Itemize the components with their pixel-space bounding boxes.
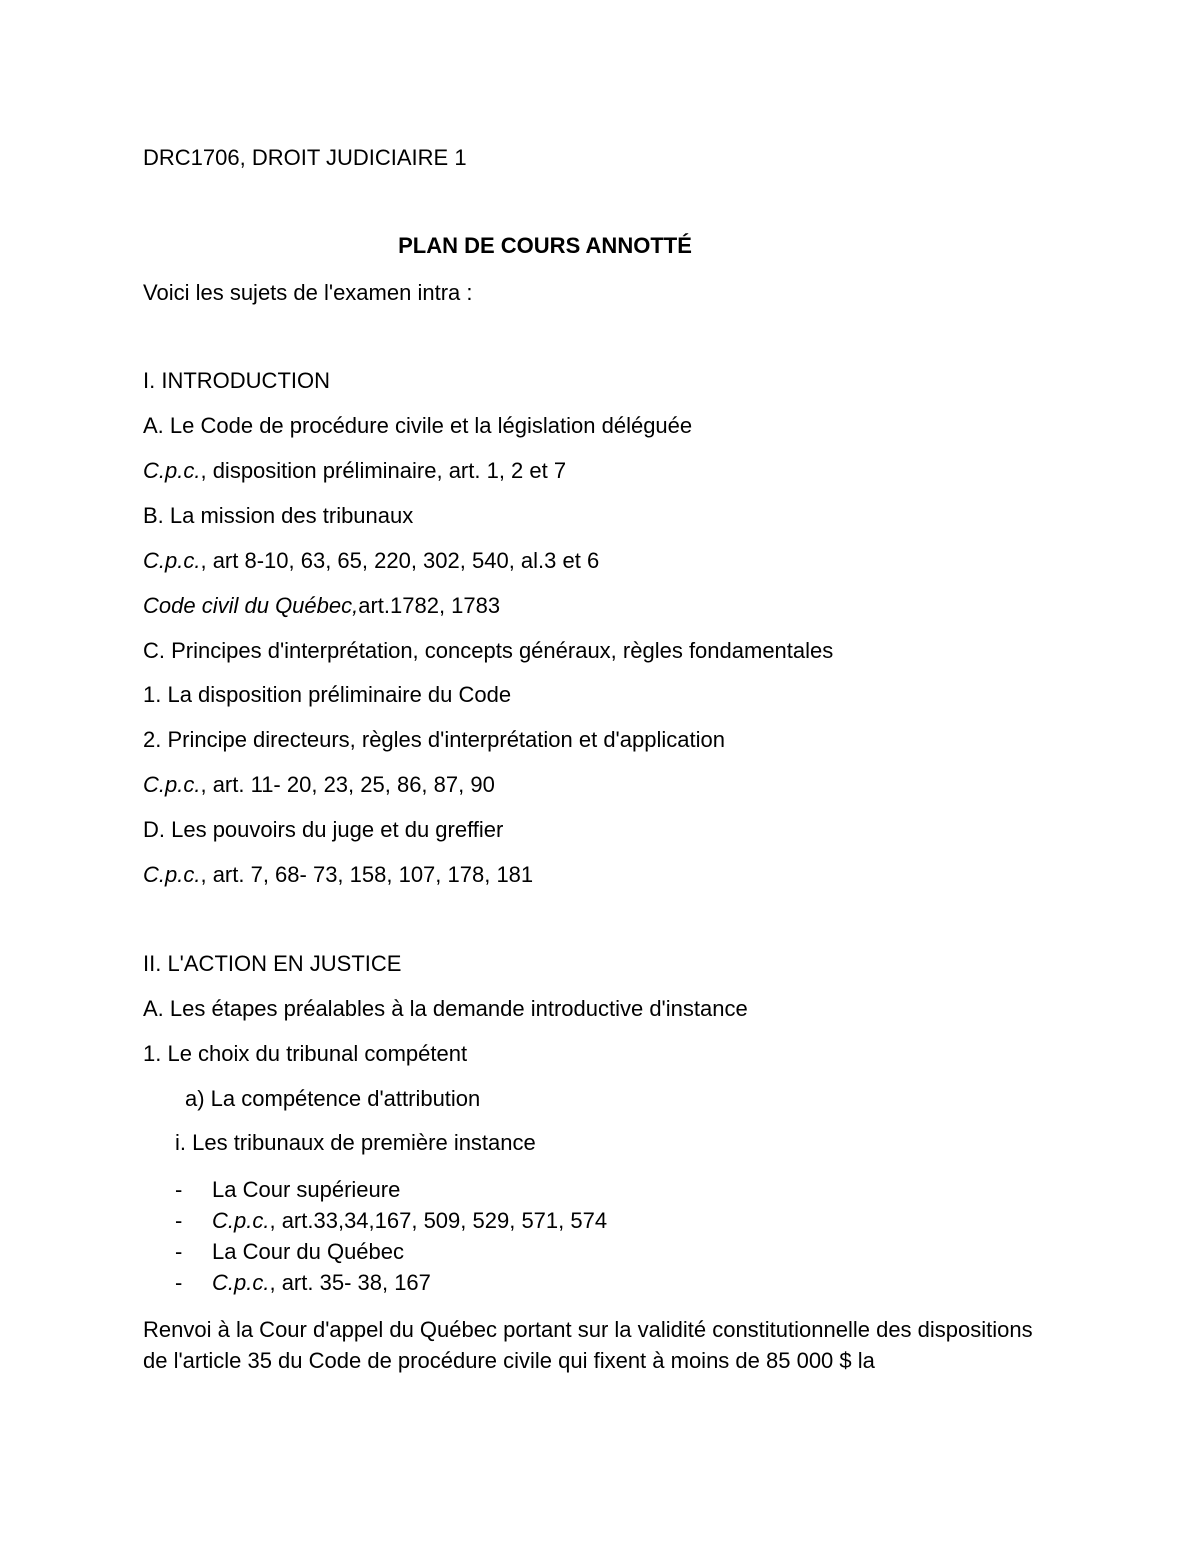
list-item-cour-du-quebec: La Cour du Québec [212,1239,405,1264]
list-item-cour-superieure: La Cour supérieure [212,1177,401,1202]
subsection-d-heading: D. Les pouvoirs du juge et du greffier [143,817,504,842]
subsection-c-item-2: 2. Principe directeurs, règles d'interprétation et d'application [143,727,725,752]
section-heading-action-en-justice: II. L'ACTION EN JUSTICE [143,951,402,976]
subsection-c-item-1: 1. La disposition préliminaire du Code [143,682,512,707]
section2-item-1: 1. Le choix du tribunal compétent [143,1041,468,1066]
list-dash: - [175,1239,183,1264]
section2-subsection-a-heading: A. Les étapes préalables à la demande introductive d'instance [143,996,748,1021]
reference-code-italic: C.p.c. [212,1208,270,1233]
reference-articles: , art 8-10, 63, 65, 220, 302, 540, al.3 et 6 [200,548,600,573]
subsection-c-heading: C. Principes d'interprétation, concepts généraux, règles fondamentales [143,638,834,663]
section-heading-introduction: I. INTRODUCTION [143,368,330,393]
subsection-a-heading: A. Le Code de procédure civile et la législation déléguée [143,413,693,438]
renvoi-paragraph: Renvoi à la Cour d'appel du Québec portant sur la validité constitutionnelle des dispositions de l'article 35 du Code de procédure civile qui fixent à moins de 85 000 $ la [143,1317,1033,1373]
reference-code-italic: C.p.c. [212,1270,270,1295]
reference-articles: , art. 7, 68- 73, 158, 107, 178, 181 [200,862,534,887]
intro-text: Voici les sujets de l'examen intra : [143,280,473,305]
subsection-b-heading: B. La mission des tribunaux [143,503,414,528]
reference-articles: , disposition préliminaire, art. 1, 2 et 7 [200,458,567,483]
list-dash: - [175,1208,183,1233]
reference-articles: , art.33,34,167, 509, 529, 571, 574 [269,1208,608,1233]
list-item-cour-du-quebec-reference [212,1270,431,1296]
section2-sub-a: a) La compétence d'attribution [185,1086,481,1111]
reference-articles: , art. 35- 38, 167 [269,1270,431,1295]
reference-code-italic: Code civil du Québec, [143,593,359,618]
subsection-c-reference [143,772,495,798]
subsection-b-reference [143,548,599,574]
reference-articles: , art. 11- 20, 23, 25, 86, 87, 90 [200,772,495,797]
list-dash: - [175,1270,183,1295]
section2-sub-i: i. Les tribunaux de première instance [175,1130,536,1155]
reference-code-italic: C.p.c. [143,548,201,573]
list-dash: - [175,1177,183,1202]
document-title: PLAN DE COURS ANNOTTÉ [398,233,692,258]
subsection-d-reference [143,862,533,888]
list-item-cour-superieure-reference [212,1208,607,1234]
reference-code-italic: C.p.c. [143,772,201,797]
subsection-a-reference [143,458,566,484]
reference-code-italic: C.p.c. [143,458,201,483]
subsection-b-reference-civil-code [143,593,500,619]
reference-articles: art.1782, 1783 [358,593,501,618]
course-code: DRC1706, DROIT JUDICIAIRE 1 [143,145,467,170]
reference-code-italic: C.p.c. [143,862,201,887]
